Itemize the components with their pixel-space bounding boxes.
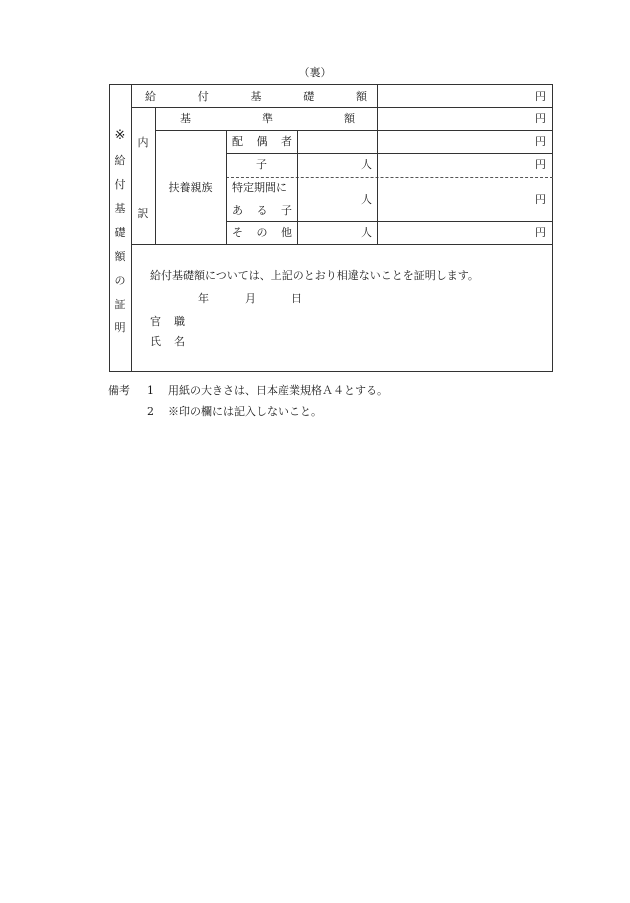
dependents-label: 扶養親族 xyxy=(168,181,213,194)
side-label-char: 給 xyxy=(114,154,126,167)
side-label-char: 明 xyxy=(114,321,126,334)
official-title-label: 官 職 xyxy=(150,315,185,328)
row-divider xyxy=(131,244,553,245)
specific-period-child-label-line1: 特定期間に xyxy=(232,181,287,194)
row-divider xyxy=(226,153,553,154)
breakdown-label-bottom: 訳 xyxy=(137,207,149,220)
note-text: ※印の欄には記入しないこと。 xyxy=(168,405,322,418)
standard-label: 基 準 額 xyxy=(180,112,355,125)
side-label-char: 額 xyxy=(114,250,126,263)
dependents-column-divider xyxy=(226,130,227,244)
row-divider xyxy=(226,221,553,222)
other-count-unit: 人 xyxy=(361,226,372,239)
specific-period-child-label-line2: あ る 子 xyxy=(232,204,292,217)
asterisk-mark: ※ xyxy=(114,128,126,143)
amount-column-divider xyxy=(377,84,378,244)
child-count-unit: 人 xyxy=(361,158,372,171)
row-divider xyxy=(131,107,553,108)
date-day: 日 xyxy=(291,292,302,305)
total-label: 給 付 基 礎 額 xyxy=(145,90,367,103)
spouse-label: 配 偶 者 xyxy=(232,135,292,148)
date-year: 年 xyxy=(198,292,209,305)
specific-period-child-count-unit: 人 xyxy=(361,193,372,206)
side-label-char: 付 xyxy=(114,178,126,191)
side-label-char: 基 xyxy=(114,202,126,215)
other-unit: 円 xyxy=(535,226,546,239)
side-column-divider xyxy=(131,84,132,372)
note-text: 用紙の大きさは、日本産業規格Ａ４とする。 xyxy=(168,384,388,397)
page-side-title: （裏） xyxy=(298,66,332,79)
standard-unit: 円 xyxy=(535,112,546,125)
side-label-char: の xyxy=(114,274,126,287)
spouse-unit: 円 xyxy=(535,135,546,148)
total-unit: 円 xyxy=(535,90,546,103)
child-label: 子 xyxy=(256,158,267,171)
other-label: そ の 他 xyxy=(232,226,292,239)
date-month: 月 xyxy=(245,292,256,305)
child-unit: 円 xyxy=(535,158,546,171)
specific-period-child-unit: 円 xyxy=(535,193,546,206)
certification-statement: 給付基礎額については、上記のとおり相違ないことを証明します。 xyxy=(150,269,479,282)
side-label-char: 礎 xyxy=(114,226,126,239)
breakdown-column-divider xyxy=(155,107,156,244)
note-number: 1 xyxy=(147,384,154,397)
side-label-char: 証 xyxy=(114,298,126,311)
breakdown-label-top: 内 xyxy=(137,136,149,149)
notes-label: 備考 xyxy=(108,384,130,397)
row-divider xyxy=(155,130,553,131)
count-column-divider xyxy=(297,130,298,244)
name-label: 氏 名 xyxy=(150,335,185,348)
row-divider-dashed xyxy=(226,177,553,178)
note-number: 2 xyxy=(147,405,154,418)
